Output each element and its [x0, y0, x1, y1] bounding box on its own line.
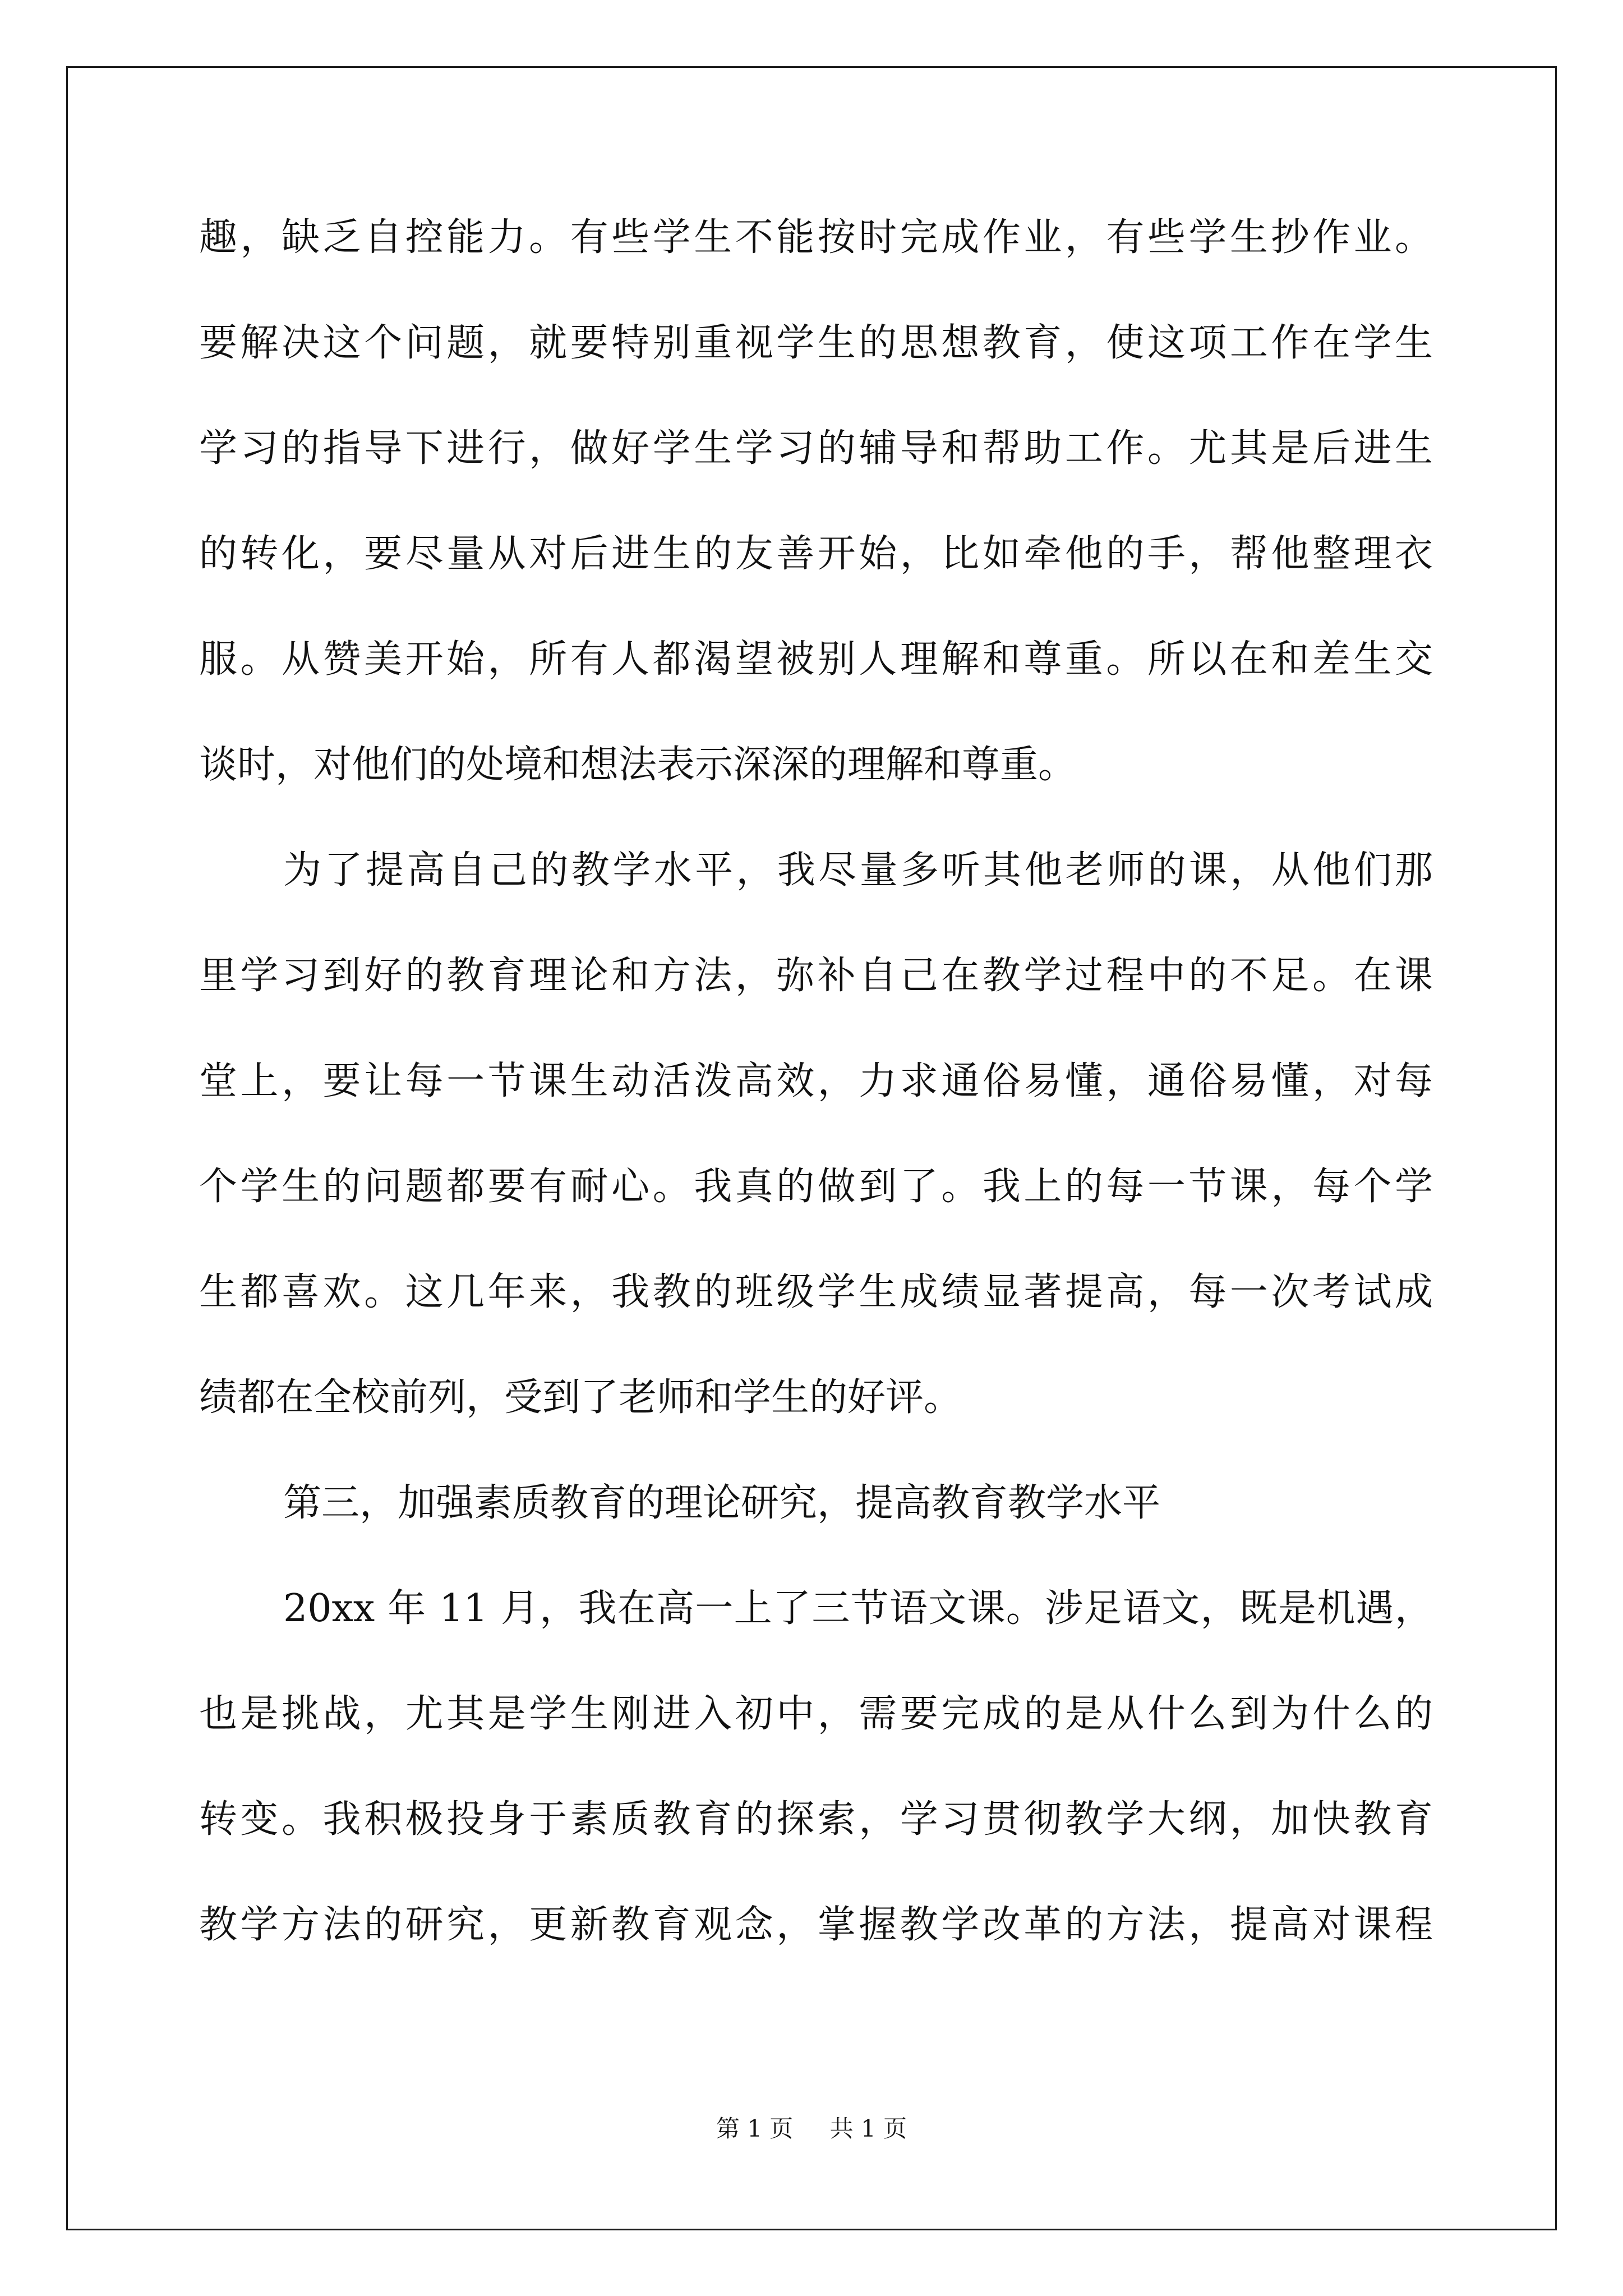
paragraph-start-line: 20xx 年 11 月，我在高一上了三节语文课。涉足语文，既是机遇， [283, 1586, 1433, 1631]
page-total: 共 1 页 [829, 2115, 907, 2142]
text-line: 生都喜欢。这几年来，我教的班级学生成绩显著提高，每一次考试成 [199, 1270, 1433, 1314]
text-line: 个学生的问题都要有耐心。我真的做到了。我上的每一节课，每个学 [199, 1165, 1433, 1209]
section-heading: 第三，加强素质教育的理论研究，提高教育教学水平 [283, 1481, 1161, 1525]
text-line: 转变。我积极投身于素质教育的探索，学习贯彻教学大纲，加快教育 [199, 1797, 1433, 1842]
text-line: 也是挑战，尤其是学生刚进入初中，需要完成的是从什么到为什么的 [199, 1692, 1433, 1736]
page-number: 第 1 页 [716, 2115, 794, 2142]
text-line: 谈时，对他们的处境和想法表示深深的理解和尊重。 [199, 743, 1077, 787]
text-line: 教学方法的研究，更新教育观念，掌握教学改革的方法，提高对课程 [199, 1903, 1433, 1947]
text-line: 趣，缺乏自控能力。有些学生不能按时完成作业，有些学生抄作业。 [199, 215, 1433, 260]
text-line: 堂上，要让每一节课生动活泼高效，力求通俗易懂，通俗易懂，对每 [199, 1059, 1433, 1103]
paragraph-start-line: 为了提高自己的教学水平，我尽量多听其他老师的课，从他们那 [283, 848, 1433, 892]
document-body [199, 185, 1433, 1978]
text-line: 里学习到好的教育理论和方法，弥补自己在教学过程中的不足。在课 [199, 954, 1433, 998]
text-line: 要解决这个问题，就要特别重视学生的思想教育，使这项工作在学生 [199, 321, 1433, 365]
text-line: 的转化，要尽量从对后进生的友善开始，比如牵他的手，帮他整理衣 [199, 532, 1433, 576]
text-line: 服。从赞美开始，所有人都渴望被别人理解和尊重。所以在和差生交 [199, 637, 1433, 682]
text-line: 绩都在全校前列，受到了老师和学生的好评。 [199, 1375, 962, 1420]
page-footer [0, 2110, 1623, 2144]
text-line: 学习的指导下进行，做好学生学习的辅导和帮助工作。尤其是后进生 [199, 426, 1433, 471]
